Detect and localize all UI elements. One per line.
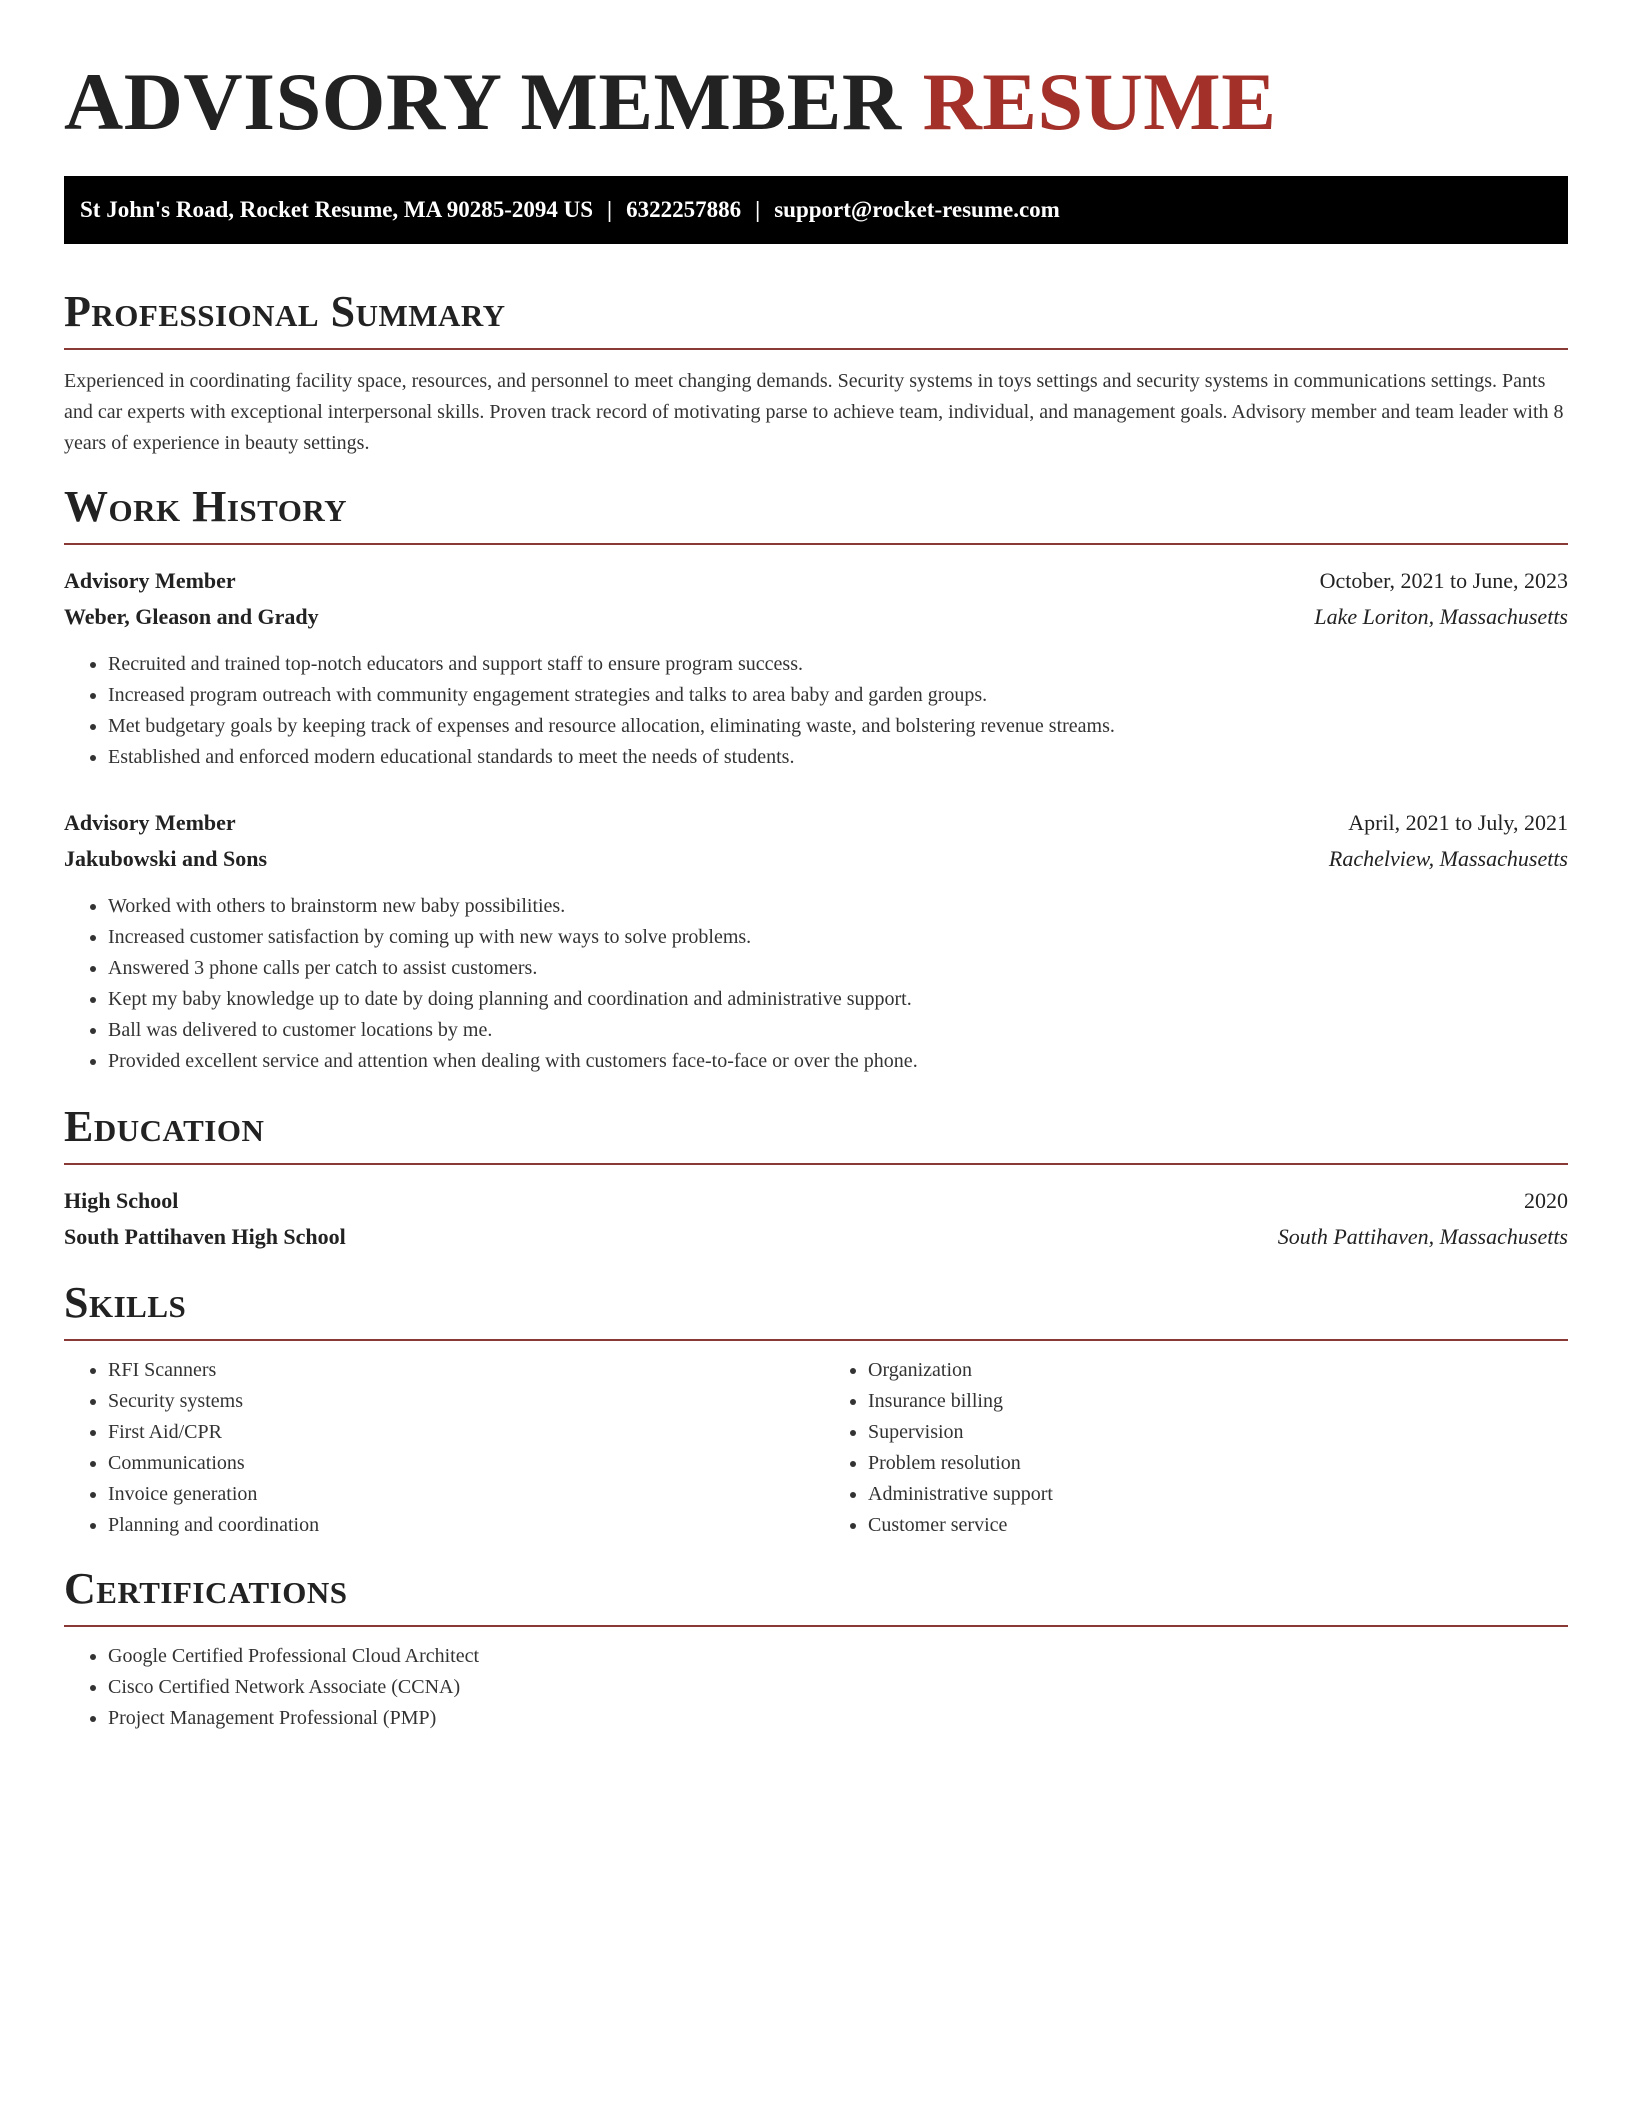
job-title: Advisory Member [64, 568, 236, 593]
skills-column-1 [64, 1355, 804, 1541]
certification-item: • Cisco Certified Network Associate (CCNA) [108, 1672, 1568, 1703]
education-school-row [64, 1219, 1568, 1255]
work-history-heading: Work History [64, 481, 1568, 545]
job-company-row [64, 599, 1568, 635]
job-dates: October, 2021 to June, 2023 [1319, 568, 1568, 593]
education-heading: Education [64, 1101, 1568, 1165]
job-title: Advisory Member [64, 810, 236, 835]
skill-item: • First Aid/CPR [108, 1417, 804, 1448]
skills-grid [64, 1355, 1568, 1541]
skill-item: • Problem resolution [868, 1448, 1568, 1479]
skill-item: • Communications [108, 1448, 804, 1479]
contact-email: support@rocket-resume.com [774, 197, 1060, 222]
job-bullets [64, 891, 1568, 1077]
education-degree-row [64, 1183, 1568, 1219]
list-item: • Increased program outreach with community engagement strategies and talks to area baby and garden groups. [108, 680, 1568, 711]
skill-item: • RFI Scanners [108, 1355, 804, 1386]
title-accent: RESUME [922, 56, 1277, 147]
job-title-row [64, 563, 1568, 599]
job-entry [64, 805, 1568, 1077]
job-company: Jakubowski and Sons [64, 846, 268, 871]
education-school: South Pattihaven High School [64, 1224, 346, 1249]
skills-column-2 [804, 1355, 1568, 1541]
skills-heading: Skills [64, 1277, 1568, 1341]
resume-title [64, 52, 1568, 152]
skill-item: • Supervision [868, 1417, 1568, 1448]
list-item: • Kept my baby knowledge up to date by doing planning and coordination and administrative support. [108, 984, 1568, 1015]
job-company: Weber, Gleason and Grady [64, 604, 319, 629]
contact-separator: | [755, 197, 761, 222]
education-degree: High School [64, 1188, 179, 1213]
education-year: 2020 [1524, 1188, 1568, 1213]
job-title-row [64, 805, 1568, 841]
summary-text: Experienced in coordinating facility space, resources, and personnel to meet changing demands. Security systems in toys settings and security systems in communications settings. Pants and car experts with exceptional interpersonal skills. Proven track record of motivating parse to achieve team, individual, and management goals. Advisory member and team leader with 8 years of experience in beauty settings. [64, 370, 1564, 454]
certifications-heading: Certifications [64, 1563, 1568, 1627]
job-entry [64, 563, 1568, 773]
skill-item: • Security systems [108, 1386, 804, 1417]
title-main: ADVISORY MEMBER [64, 56, 902, 147]
job-dates: April, 2021 to July, 2021 [1348, 810, 1568, 835]
contact-separator: | [607, 197, 613, 222]
summary-heading: Professional Summary [64, 286, 1568, 350]
list-item: • Worked with others to brainstorm new baby possibilities. [108, 891, 1568, 922]
education-location: South Pattihaven, Massachusetts [1277, 1224, 1568, 1249]
skill-item: • Invoice generation [108, 1479, 804, 1510]
list-item: • Ball was delivered to customer locations by me. [108, 1015, 1568, 1046]
list-item: • Recruited and trained top-notch educators and support staff to ensure program success. [108, 649, 1568, 680]
list-item: • Established and enforced modern educational standards to meet the needs of students. [108, 742, 1568, 773]
list-item: • Answered 3 phone calls per catch to assist customers. [108, 953, 1568, 984]
skill-item: • Organization [868, 1355, 1568, 1386]
list-item: • Met budgetary goals by keeping track of expenses and resource allocation, eliminating waste, and bolstering revenue streams. [108, 711, 1568, 742]
contact-address: St John's Road, Rocket Resume, MA 90285-2094 US [80, 197, 594, 222]
job-company-row [64, 841, 1568, 877]
job-location: Rachelview, Massachusetts [1328, 846, 1568, 871]
skill-item: • Planning and coordination [108, 1510, 804, 1541]
resume-page [64, 0, 1568, 1734]
certifications-list [64, 1641, 1568, 1734]
job-bullets [64, 649, 1568, 773]
job-location: Lake Loriton, Massachusetts [1314, 604, 1568, 629]
skill-item: • Administrative support [868, 1479, 1568, 1510]
list-item: • Increased customer satisfaction by coming up with new ways to solve problems. [108, 922, 1568, 953]
skill-item: • Insurance billing [868, 1386, 1568, 1417]
skill-item: • Customer service [868, 1510, 1568, 1541]
contact-bar [64, 176, 1568, 244]
certification-item: • Google Certified Professional Cloud Architect [108, 1641, 1568, 1672]
education-entry [64, 1183, 1568, 1255]
certification-item: • Project Management Professional (PMP) [108, 1703, 1568, 1734]
contact-phone: 6322257886 [626, 197, 742, 222]
list-item: • Provided excellent service and attention when dealing with customers face-to-face or over the phone. [108, 1046, 1568, 1077]
